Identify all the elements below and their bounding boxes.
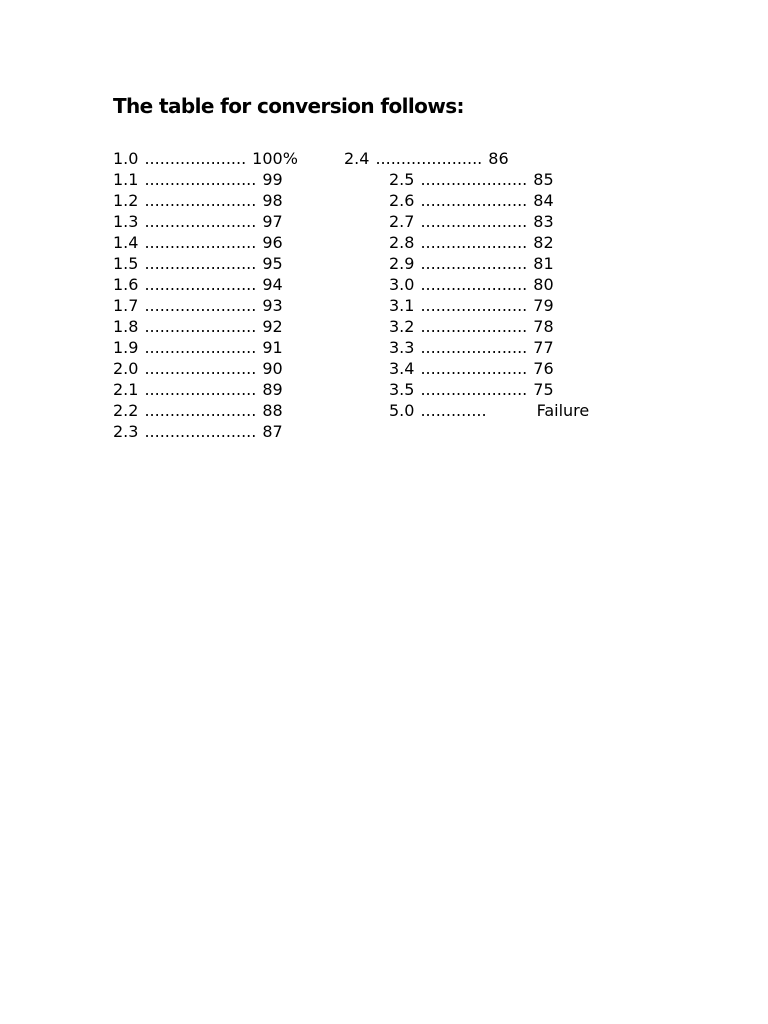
grade-value: 5.0 bbox=[389, 401, 415, 420]
conversion-row bbox=[389, 211, 589, 232]
grade-value: 1.3 bbox=[113, 212, 139, 231]
grade-value: 1.9 bbox=[113, 338, 139, 357]
dot-leader: ...................... bbox=[144, 338, 257, 357]
grade-value: 1.8 bbox=[113, 317, 139, 336]
grade-value: 2.2 bbox=[113, 401, 139, 420]
dot-leader: ..................... bbox=[420, 275, 528, 294]
dot-leader: ...................... bbox=[144, 422, 257, 441]
percent-value: 96 bbox=[262, 233, 283, 252]
conversion-row bbox=[113, 295, 298, 316]
grade-value: 1.6 bbox=[113, 275, 139, 294]
dot-leader: ...................... bbox=[144, 317, 257, 336]
conversion-row bbox=[389, 232, 589, 253]
percent-value: 83 bbox=[533, 212, 554, 231]
dot-leader: ..................... bbox=[420, 359, 528, 378]
dot-leader: ..................... bbox=[420, 317, 528, 336]
conversion-row bbox=[113, 211, 298, 232]
percent-value: 91 bbox=[262, 338, 283, 357]
grade-value: 2.7 bbox=[389, 212, 415, 231]
percent-value: 86 bbox=[488, 149, 509, 168]
grade-value: 2.9 bbox=[389, 254, 415, 273]
percent-value: 79 bbox=[533, 296, 554, 315]
percent-value: 89 bbox=[262, 380, 283, 399]
percent-value: 82 bbox=[533, 233, 554, 252]
percent-value: 95 bbox=[262, 254, 283, 273]
grade-value: 2.0 bbox=[113, 359, 139, 378]
conversion-row bbox=[389, 274, 589, 295]
percent-value: 81 bbox=[533, 254, 554, 273]
conversion-row bbox=[113, 190, 298, 211]
conversion-row bbox=[113, 358, 298, 379]
dot-leader: ...................... bbox=[144, 170, 257, 189]
conversion-row bbox=[113, 169, 298, 190]
conversion-row bbox=[389, 379, 589, 400]
conversion-row bbox=[389, 358, 589, 379]
percent-value: 90 bbox=[262, 359, 283, 378]
dot-leader: ..................... bbox=[420, 338, 528, 357]
grade-value: 2.1 bbox=[113, 380, 139, 399]
grade-value: 1.7 bbox=[113, 296, 139, 315]
conversion-row bbox=[113, 316, 298, 337]
percent-value: 99 bbox=[262, 170, 283, 189]
conversion-row bbox=[113, 421, 298, 442]
grade-value: 2.8 bbox=[389, 233, 415, 252]
conversion-row bbox=[389, 169, 589, 190]
conversion-row bbox=[113, 400, 298, 421]
conversion-row bbox=[113, 253, 298, 274]
dot-leader: ...................... bbox=[144, 359, 257, 378]
grade-value: 3.4 bbox=[389, 359, 415, 378]
grade-value: 2.3 bbox=[113, 422, 139, 441]
grade-value: 2.4 bbox=[344, 149, 370, 168]
grade-value: 3.1 bbox=[389, 296, 415, 315]
dot-leader: ..................... bbox=[420, 170, 528, 189]
conversion-row bbox=[389, 190, 589, 211]
dot-leader: ............. bbox=[420, 401, 487, 420]
percent-value: Failure bbox=[536, 401, 590, 420]
percent-value: 87 bbox=[262, 422, 283, 441]
conversion-row bbox=[344, 148, 589, 169]
conversion-row bbox=[389, 295, 589, 316]
dot-leader: ...................... bbox=[144, 296, 257, 315]
grade-value: 1.1 bbox=[113, 170, 139, 189]
dot-leader: ...................... bbox=[144, 401, 257, 420]
grade-value: 3.3 bbox=[389, 338, 415, 357]
conversion-row bbox=[113, 148, 298, 169]
dot-leader: ..................... bbox=[420, 233, 528, 252]
percent-value: 84 bbox=[533, 191, 554, 210]
dot-leader: ..................... bbox=[420, 254, 528, 273]
grade-value: 1.0 bbox=[113, 149, 139, 168]
conversion-row bbox=[389, 316, 589, 337]
dot-leader: ..................... bbox=[420, 296, 528, 315]
dot-leader: ...................... bbox=[144, 212, 257, 231]
grade-value: 1.2 bbox=[113, 191, 139, 210]
percent-value: 75 bbox=[533, 380, 554, 399]
dot-leader: ..................... bbox=[375, 149, 483, 168]
conversion-row bbox=[113, 379, 298, 400]
dot-leader: .................... bbox=[144, 149, 247, 168]
percent-value: 78 bbox=[533, 317, 554, 336]
page-title: The table for conversion follows: bbox=[113, 94, 464, 118]
conversion-column-right bbox=[344, 148, 589, 421]
percent-value: 76 bbox=[533, 359, 554, 378]
percent-value: 92 bbox=[262, 317, 283, 336]
conversion-column-left bbox=[113, 148, 298, 442]
dot-leader: ..................... bbox=[420, 380, 528, 399]
dot-leader: ..................... bbox=[420, 191, 528, 210]
conversion-row bbox=[113, 232, 298, 253]
grade-value: 2.5 bbox=[389, 170, 415, 189]
percent-value: 80 bbox=[533, 275, 554, 294]
conversion-row bbox=[113, 274, 298, 295]
percent-value: 93 bbox=[262, 296, 283, 315]
percent-value: 94 bbox=[262, 275, 283, 294]
percent-value: 98 bbox=[262, 191, 283, 210]
grade-value: 1.4 bbox=[113, 233, 139, 252]
conversion-row bbox=[113, 337, 298, 358]
conversion-row bbox=[389, 337, 589, 358]
dot-leader: ...................... bbox=[144, 275, 257, 294]
grade-value: 3.2 bbox=[389, 317, 415, 336]
percent-value: 77 bbox=[533, 338, 554, 357]
dot-leader: ...................... bbox=[144, 254, 257, 273]
dot-leader: ...................... bbox=[144, 380, 257, 399]
conversion-row bbox=[389, 253, 589, 274]
grade-value: 1.5 bbox=[113, 254, 139, 273]
percent-value: 85 bbox=[533, 170, 554, 189]
grade-value: 3.5 bbox=[389, 380, 415, 399]
conversion-row bbox=[389, 400, 589, 421]
percent-value: 97 bbox=[262, 212, 283, 231]
dot-leader: ...................... bbox=[144, 233, 257, 252]
dot-leader: ..................... bbox=[420, 212, 528, 231]
grade-value: 2.6 bbox=[389, 191, 415, 210]
dot-leader: ...................... bbox=[144, 191, 257, 210]
grade-value: 3.0 bbox=[389, 275, 415, 294]
percent-value: 100% bbox=[252, 149, 298, 168]
percent-value: 88 bbox=[262, 401, 283, 420]
